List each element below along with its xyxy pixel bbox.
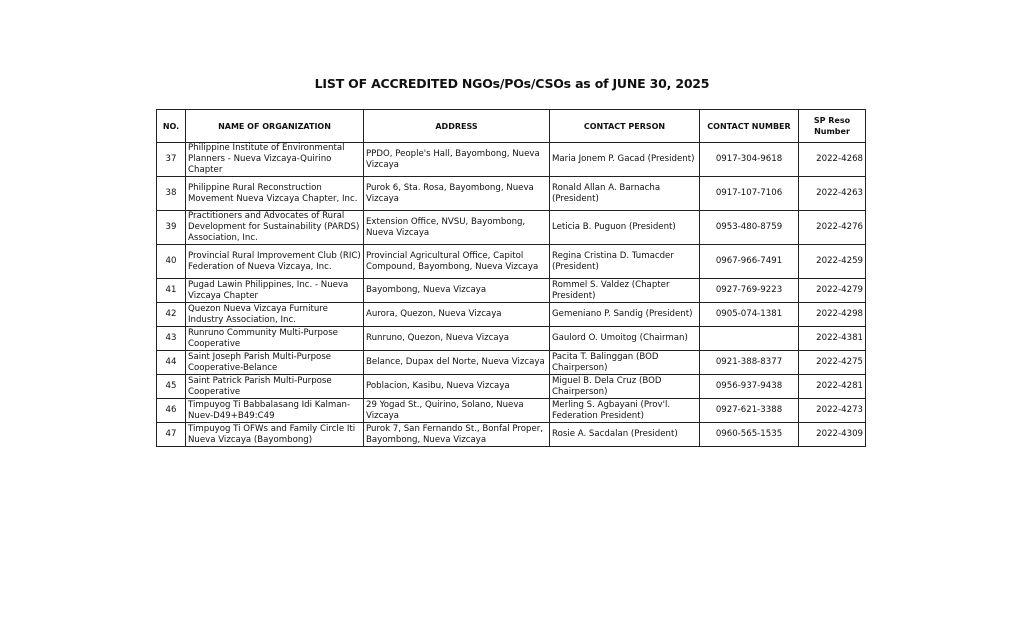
row-number: 38 bbox=[157, 177, 186, 211]
address: Provincial Agricultural Office, Capitol Compound, Bayombong, Nueva Vizcaya bbox=[364, 245, 550, 279]
address: Extension Office, NVSU, Bayombong, Nueva Vizcaya bbox=[364, 211, 550, 245]
organization-name: Runruno Community Multi-Purpose Cooperative bbox=[186, 327, 364, 351]
organization-name: Philippine Institute of Environmental Planners - Nueva Vizcaya-Quirino Chapter bbox=[186, 143, 364, 177]
table-row bbox=[157, 327, 866, 351]
row-number: 44 bbox=[157, 351, 186, 375]
row-number: 46 bbox=[157, 399, 186, 423]
address: PPDO, People's Hall, Bayombong, Nueva Vizcaya bbox=[364, 143, 550, 177]
contact-person: Ronald Allan A. Barnacha (President) bbox=[550, 177, 700, 211]
organization-name: Provincial Rural Improvement Club (RIC) Federation of Nueva Vizcaya, Inc. bbox=[186, 245, 364, 279]
contact-number: 0927-769-9223 bbox=[700, 279, 799, 303]
sp-reso-number: 2022-4259 bbox=[799, 245, 866, 279]
contact-number: 0960-565-1535 bbox=[700, 423, 799, 447]
header-no: NO. bbox=[157, 110, 186, 143]
address: Poblacion, Kasibu, Nueva Vizcaya bbox=[364, 375, 550, 399]
organization-name: Philippine Rural Reconstruction Movement Nueva Vizcaya Chapter, Inc. bbox=[186, 177, 364, 211]
contact-person: Gaulord O. Umoitog (Chairman) bbox=[550, 327, 700, 351]
contact-person: Regina Cristina D. Tumacder (President) bbox=[550, 245, 700, 279]
address: Purok 7, San Fernando St., Bonfal Proper, Bayombong, Nueva Vizcaya bbox=[364, 423, 550, 447]
sp-reso-number: 2022-4309 bbox=[799, 423, 866, 447]
contact-number: 0921-388-8377 bbox=[700, 351, 799, 375]
organization-name: Saint Patrick Parish Multi-Purpose Cooperative bbox=[186, 375, 364, 399]
sp-reso-number: 2022-4279 bbox=[799, 279, 866, 303]
contact-person: Miguel B. Dela Cruz (BOD Chairperson) bbox=[550, 375, 700, 399]
sp-reso-number: 2022-4381 bbox=[799, 327, 866, 351]
organization-name: Saint Joseph Parish Multi-Purpose Cooperative-Belance bbox=[186, 351, 364, 375]
header-name: NAME OF ORGANIZATION bbox=[186, 110, 364, 143]
table-row bbox=[157, 143, 866, 177]
row-number: 39 bbox=[157, 211, 186, 245]
row-number: 42 bbox=[157, 303, 186, 327]
contact-person: Leticia B. Puguon (President) bbox=[550, 211, 700, 245]
organization-name: Pugad Lawin Philippines, Inc. - Nueva Vizcaya Chapter bbox=[186, 279, 364, 303]
address: 29 Yogad St., Quirino, Solano, Nueva Vizcaya bbox=[364, 399, 550, 423]
row-number: 45 bbox=[157, 375, 186, 399]
table-header-row bbox=[157, 110, 866, 143]
organization-name: Practitioners and Advocates of Rural Development for Sustainability (PARDS) Association, Inc. bbox=[186, 211, 364, 245]
table-row bbox=[157, 303, 866, 327]
header-contact-number: CONTACT NUMBER bbox=[700, 110, 799, 143]
row-number: 40 bbox=[157, 245, 186, 279]
address: Aurora, Quezon, Nueva Vizcaya bbox=[364, 303, 550, 327]
contact-number: 0967-966-7491 bbox=[700, 245, 799, 279]
sp-reso-number: 2022-4268 bbox=[799, 143, 866, 177]
contact-number: 0956-937-9438 bbox=[700, 375, 799, 399]
document-title: LIST OF ACCREDITED NGOs/POs/CSOs as of JUNE 30, 2025 bbox=[314, 76, 710, 91]
contact-number: 0905-074-1381 bbox=[700, 303, 799, 327]
table-row bbox=[157, 399, 866, 423]
sp-reso-number: 2022-4276 bbox=[799, 211, 866, 245]
contact-person: Maria Jonem P. Gacad (President) bbox=[550, 143, 700, 177]
organization-name: Quezon Nueva Vizcaya Furniture Industry Association, Inc. bbox=[186, 303, 364, 327]
address: Runruno, Quezon, Nueva Vizcaya bbox=[364, 327, 550, 351]
sp-reso-number: 2022-4298 bbox=[799, 303, 866, 327]
header-address: ADDRESS bbox=[364, 110, 550, 143]
contact-person: Gemeniano P. Sandig (President) bbox=[550, 303, 700, 327]
contact-person: Pacita T. Balinggan (BOD Chairperson) bbox=[550, 351, 700, 375]
organization-name: Timpuyog Ti Babbalasang Idi Kalman-Nuev-D49+B49:C49 bbox=[186, 399, 364, 423]
organizations-table bbox=[156, 109, 866, 447]
table-row bbox=[157, 375, 866, 399]
sp-reso-number: 2022-4275 bbox=[799, 351, 866, 375]
contact-number: 0917-107-7106 bbox=[700, 177, 799, 211]
row-number: 37 bbox=[157, 143, 186, 177]
contact-number: 0917-304-9618 bbox=[700, 143, 799, 177]
address: Purok 6, Sta. Rosa, Bayombong, Nueva Vizcaya bbox=[364, 177, 550, 211]
row-number: 47 bbox=[157, 423, 186, 447]
header-contact-person: CONTACT PERSON bbox=[550, 110, 700, 143]
row-number: 41 bbox=[157, 279, 186, 303]
organization-name: Timpuyog Ti OFWs and Family Circle Iti Nueva Vizcaya (Bayombong) bbox=[186, 423, 364, 447]
contact-number: 0953-480-8759 bbox=[700, 211, 799, 245]
table-row bbox=[157, 423, 866, 447]
contact-person: Rommel S. Valdez (Chapter President) bbox=[550, 279, 700, 303]
table-row bbox=[157, 351, 866, 375]
sp-reso-number: 2022-4281 bbox=[799, 375, 866, 399]
table-row bbox=[157, 245, 866, 279]
address: Bayombong, Nueva Vizcaya bbox=[364, 279, 550, 303]
contact-number bbox=[700, 327, 799, 351]
table-row bbox=[157, 177, 866, 211]
address: Belance, Dupax del Norte, Nueva Vizcaya bbox=[364, 351, 550, 375]
contact-person: Rosie A. Sacdalan (President) bbox=[550, 423, 700, 447]
row-number: 43 bbox=[157, 327, 186, 351]
header-sp-reso: SP Reso Number bbox=[799, 110, 866, 143]
contact-person: Merling S. Agbayani (Prov'l. Federation President) bbox=[550, 399, 700, 423]
table-row bbox=[157, 279, 866, 303]
sp-reso-number: 2022-4263 bbox=[799, 177, 866, 211]
table-row bbox=[157, 211, 866, 245]
sp-reso-number: 2022-4273 bbox=[799, 399, 866, 423]
table-body bbox=[157, 143, 866, 447]
contact-number: 0927-621-3388 bbox=[700, 399, 799, 423]
